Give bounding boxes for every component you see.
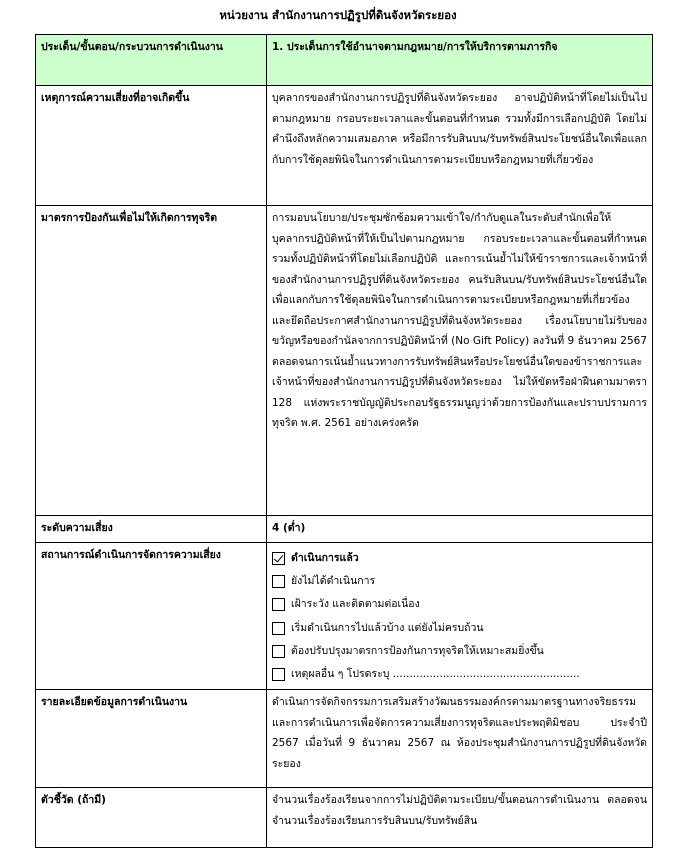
status-option-done[interactable]	[272, 547, 647, 570]
status-option-label: เริ่มดำเนินการไปแล้วบ้าง แต่ยังไม่ครบถ้วน	[291, 621, 484, 634]
status-label: สถานการณ์ดำเนินการจัดการความเสี่ยง	[36, 542, 267, 690]
risk-level-value: 4 (ต่ำ)	[267, 516, 653, 543]
status-option-label: ดำเนินการแล้ว	[291, 551, 359, 564]
table-row-indicator	[36, 788, 653, 848]
status-option-not-started[interactable]	[272, 570, 647, 593]
checkbox-checked-icon[interactable]	[272, 552, 285, 565]
agency-title: หน่วยงาน สำนักงานการปฏิรูปที่ดินจังหวัดระยอง	[219, 8, 457, 22]
indicator-value: จำนวนเรื่องร้องเรียนจากการไม่ปฏิบัติตามระเบียบ/ขั้นตอนการดำเนินงาน ตลอดจนจำนวนเรื่องร้องเรียนการรับสินบน/รับทรัพย์สิน	[267, 788, 653, 848]
status-option-label: เฝ้าระวัง และติดตามต่อเนื่อง	[291, 598, 420, 611]
risk-assessment-table	[35, 34, 653, 848]
table-row-risk-event	[36, 86, 653, 206]
risk-level-label: ระดับความเสี่ยง	[36, 516, 267, 543]
status-option-partial[interactable]	[272, 616, 647, 639]
table-row-prevention	[36, 206, 653, 516]
status-option-other[interactable]	[272, 663, 647, 686]
checkbox-icon[interactable]	[272, 575, 285, 588]
status-options	[267, 542, 653, 690]
status-option-monitoring[interactable]	[272, 593, 647, 616]
risk-event-label: เหตุการณ์ความเสี่ยงที่อาจเกิดขึ้น	[36, 86, 267, 206]
prevention-label: มาตรการป้องกันเพื่อไม่ให้เกิดการทุจริต	[36, 206, 267, 516]
status-option-label: ยังไม่ได้ดำเนินการ	[291, 575, 376, 588]
process-value: 1. ประเด็นการใช้อำนาจตามกฎหมาย/การให้บริการตามภารกิจ	[267, 35, 653, 86]
checkbox-icon[interactable]	[272, 598, 285, 611]
table-row-process	[36, 35, 653, 86]
risk-event-value: บุคลากรของสำนักงานการปฏิรูปที่ดินจังหวัดระยอง อาจปฏิบัติหน้าที่โดยไม่เป็นไปตามกฎหมาย กรอบระยะเวลาและขั้นตอนที่กำหนด รวมทั้งมีการเลือกปฏิบัติ โดยไม่คำนึงถึงหลักความเสมอภาค หรือมีการรับสินบน/รับทรัพย์สินประโยชน์อื่นใดเพื่อแลกกับการใช้ดุลยพินิจในการดำเนินการตามระเบียบหรือกฎหมายที่เกี่ยวข้อง	[267, 86, 653, 206]
checkbox-icon[interactable]	[272, 668, 285, 681]
details-value: ดำเนินการจัดกิจกรรมการเสริมสร้างวัฒนธรรมองค์กรตามมาตรฐานทางจริยธรรม และการดำเนินการเพื่อจัดการความเสี่ยงการทุจริตและประพฤติมิชอบ ประจำปี 2567 เมื่อวันที่ 9 ธันวาคม 2567 ณ ห้องประชุมสำนักงานการปฏิรูปที่ดินจังหวัดระยอง	[267, 690, 653, 788]
indicator-label: ตัวชี้วัด (ถ้ามี)	[36, 788, 267, 848]
details-label: รายละเอียดข้อมูลการดำเนินงาน	[36, 690, 267, 788]
prevention-value: การมอบนโยบาย/ประชุมซักซ้อมความเข้าใจ/กำกับดูแลในระดับสำนักเพื่อให้บุคลากรปฏิบัติหน้าที่ให้เป็นไปตามกฎหมาย กรอบระยะเวลาและขั้นตอนที่กำหนด รวมทั้งปฏิบัติหน้าที่โดยไม่เลือกปฏิบัติ และการเน้นย้ำไม่ให้ข้าราชการและเจ้าหน้าที่ของสำนักงานการปฏิรูปที่ดินจังหวัดระยอง คนรับสินบน/รับทรัพย์สินประโยชน์อื่นใดเพื่อแลกกับการใช้ดุลยพินิจในการดำเนินการตามระเบียบหรือกฎหมายที่เกี่ยวข้อง และยึดถือประกาศสำนักงานการปฏิรูปที่ดินจังหวัดระยอง เรื่องนโยบายไม่รับของขวัญหรือของกำนัลจากการปฏิบัติหน้าที่ (No Gift Policy) ลงวันที่ 9 ธันวาคม 2567 ตลอดจนการเน้นย้ำแนวทางการรับทรัพย์สินหรือประโยชน์อื่นใดของข้าราชการและเจ้าหน้าที่ของสำนักงานการปฏิรูปที่ดินจังหวัดระยอง ไม่ให้ขัดหรือฝ่าฝืนตามมาตรา 128 แห่งพระราชบัญญัติประกอบรัฐธรรมนูญว่าด้วยการป้องกันและปราบปรามการทุจริต พ.ศ. 2561 อย่างเคร่งครัด	[267, 206, 653, 516]
status-option-label: ต้องปรับปรุงมาตรการป้องกันการทุจริตให้เหมาะสมยิ่งขึ้น	[291, 645, 544, 658]
checkbox-icon[interactable]	[272, 622, 285, 635]
table-row-status	[36, 542, 653, 690]
table-row-details	[36, 690, 653, 788]
table-row-risk-level	[36, 516, 653, 543]
process-label: ประเด็น/ขั้นตอน/กระบวนการดำเนินงาน	[36, 35, 267, 86]
status-option-label: เหตุผลอื่น ๆ โปรดระบุ ........................................................	[291, 668, 580, 681]
checkbox-icon[interactable]	[272, 645, 285, 658]
status-option-improve[interactable]	[272, 640, 647, 663]
